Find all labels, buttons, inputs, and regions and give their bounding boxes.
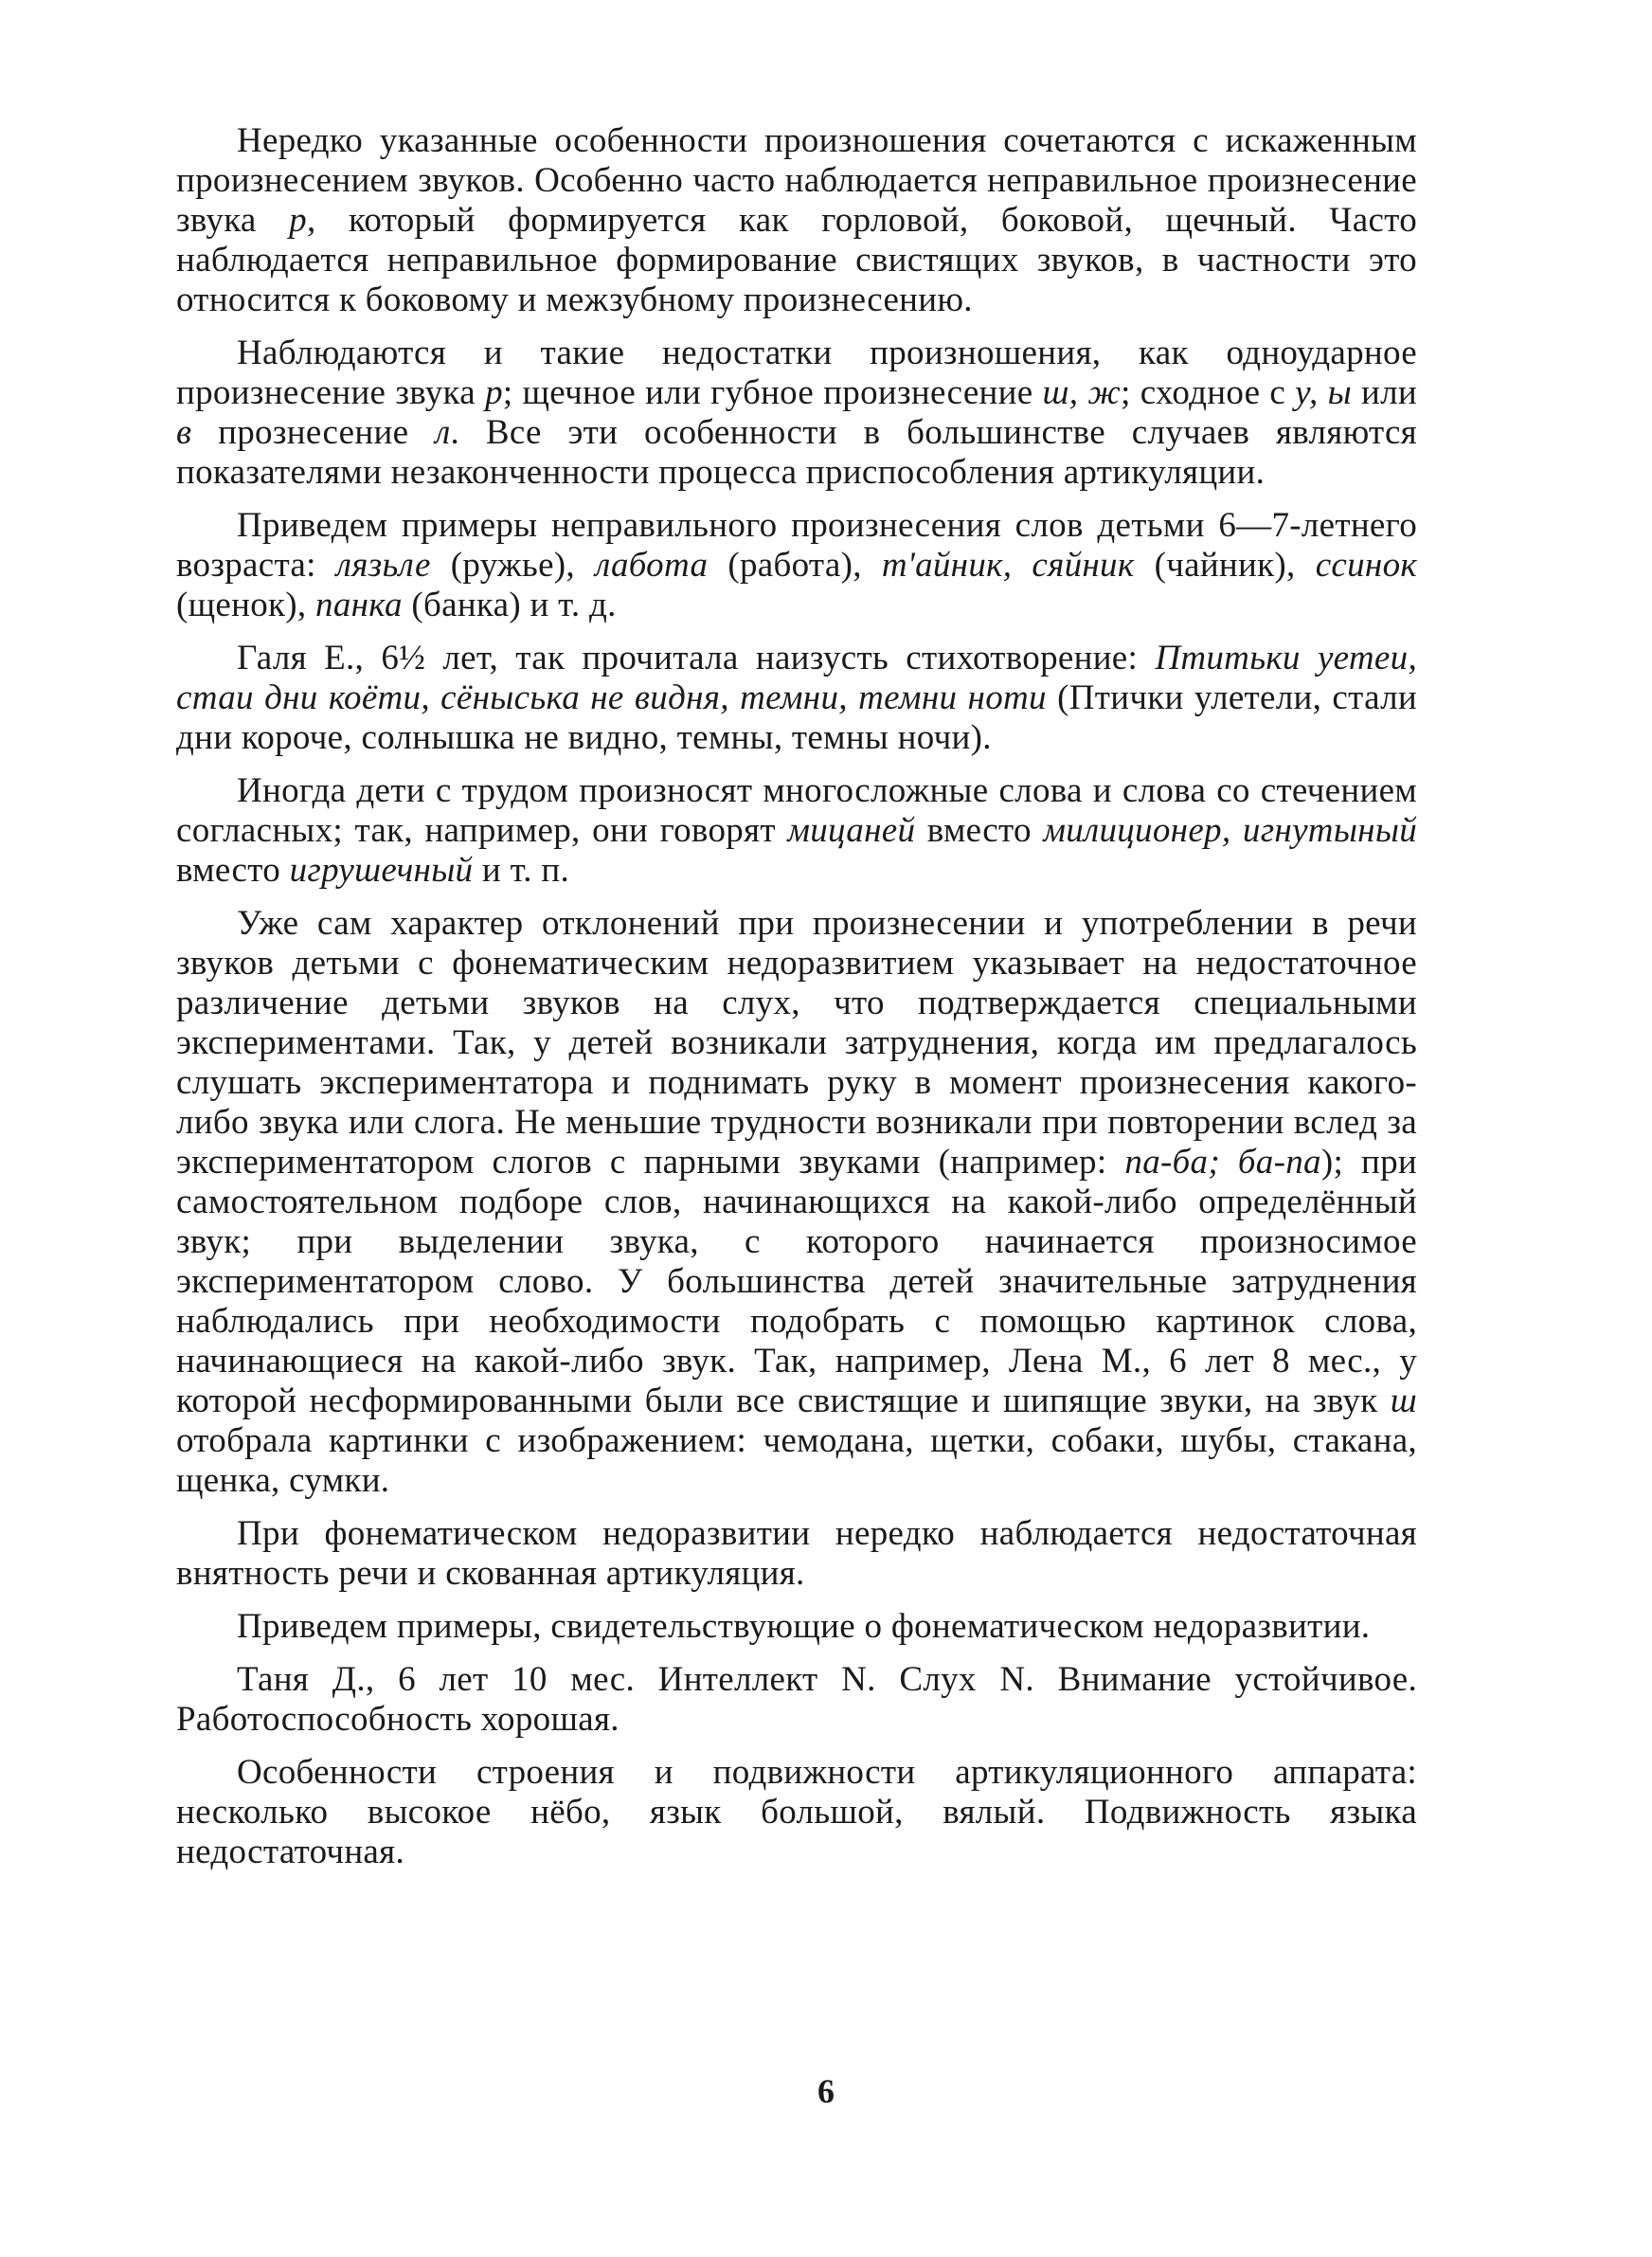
italic-text: Птитьки уетеи, стаи дни коёти, сёныська не видня, темни, темни ноти	[176, 639, 1417, 717]
text-run: , который формируется как горловой, боковой, щечный. Часто наблюдается неправильное формирование свистящих звуков, в частности это относится к боковому и межзубному произнесению.	[176, 201, 1417, 319]
italic-text: панка	[315, 586, 403, 624]
text-run: . Все эти особенности в большинстве случаев являются показателями незаконченности процесса приспособления артикуляции.	[176, 413, 1417, 492]
italic-text: мицаней	[787, 811, 916, 850]
text-run: (ружье),	[430, 546, 596, 585]
body-text	[176, 121, 1417, 1886]
text-run: Наблюдаются и такие недостатки произношения, как одноударное произнесение звука	[176, 334, 1417, 412]
text-run: Нередко указанные особенности произношения сочетаются с искаженным произнесением звуков. Особенно часто наблюдается неправильное произнесение звука	[176, 121, 1417, 240]
italic-text: игрушечный	[289, 851, 474, 890]
text-run: Галя Е., 6½ лет, так прочитала наизусть стихотворение:	[237, 639, 1156, 677]
paragraph	[176, 334, 1417, 493]
italic-text: лязьле	[335, 546, 431, 585]
italic-text: в	[176, 413, 192, 452]
text-run: ); при самостоятельном подборе слов, начинающихся на какой-либо определённый звук; при выделении звука, с которого начинается произносимое экспериментатором слово. У большинства детей значительные затруднения наблюдались при необходимости подобрать с помощью картинок слова, начинающиеся на какой-либо звук. Так, например, Лена М., 6 лет 8 мес., у которой несформированными были все свистящие и шипящие звуки, на звук	[176, 1143, 1417, 1420]
text-run: вместо	[915, 811, 1044, 850]
paragraph	[176, 121, 1417, 320]
text-run: ; сходное с	[1121, 373, 1296, 412]
text-run: Уже сам характер отклонений при произнесении и употреблении в речи звуков детьми с фонематическим недоразвитием указывает на недостаточное различение детьми звуков на слух, что подтверждается специальными экспериментами. Так, у детей возникали затруднения, когда им предлагалось слушать экспериментатора и поднимать руку в момент произнесения какого-либо звука или слога. Не меньшие трудности возникали при повторении вслед за экспериментатором слогов с парными звуками (например:	[176, 904, 1417, 1182]
text-run: (работа),	[708, 546, 882, 585]
text-run: (щенок),	[176, 586, 316, 624]
text-run: (чайник),	[1134, 546, 1316, 585]
italic-text: ссинок	[1315, 546, 1417, 585]
text-run: прознесение	[191, 413, 436, 452]
text-run: (Птички улетели, стали дни короче, солнышка не видно, темны, темны ночи).	[176, 678, 1417, 757]
italic-text: р	[289, 201, 307, 240]
italic-text: милиционер, игнутыный	[1043, 811, 1417, 850]
paragraph	[176, 904, 1417, 1501]
paragraph	[176, 1607, 1417, 1647]
paragraph	[176, 506, 1417, 625]
paragraph	[176, 771, 1417, 891]
italic-text: лабота	[595, 546, 709, 585]
page-number: 6	[817, 2072, 835, 2110]
italic-text: у, ы	[1295, 373, 1352, 412]
text-run: Особенности строения и подвижности артикуляционного аппарата: несколько высокое нёбо, язык большой, вялый. Подвижность языка недостаточная.	[176, 1753, 1417, 1871]
text-run: вместо	[176, 851, 290, 890]
text-run: или	[1351, 373, 1418, 412]
italic-text: па-ба; ба-па	[1124, 1143, 1321, 1182]
paragraph	[176, 1514, 1417, 1594]
text-run: (банка) и т. д.	[402, 586, 617, 624]
italic-text: т'айник, сяйник	[881, 546, 1135, 585]
italic-text: ш, ж	[1042, 373, 1122, 412]
text-run: При фонематическом недоразвитии нередко наблюдается недостаточная внятность речи и скованная артикуляция.	[176, 1514, 1417, 1593]
text-run: Иногда дети с трудом произносят многосложные слова и слова со стечением согласных; так, например, они говорят	[176, 771, 1417, 850]
text-run: Таня Д., 6 лет 10 мес. Интеллект N. Слух N. Внимание устойчивое. Работоспособность хорошая.	[176, 1660, 1417, 1739]
paragraph	[176, 1753, 1417, 1872]
paragraph	[176, 1660, 1417, 1740]
text-run: ; щечное или губное произнесение	[502, 373, 1043, 412]
text-run: Приведем примеры, свидетельствующие о фонематическом недоразвитии.	[237, 1607, 1371, 1646]
text-run: Приведем примеры неправильного произнесения слов детьми 6—7-летнего возраста:	[176, 506, 1417, 585]
paragraph	[176, 639, 1417, 758]
italic-text: р	[485, 373, 503, 412]
text-run: отобрала картинки с изображением: чемодана, щетки, собаки, шубы, стакана, щенка, сумки.	[176, 1421, 1417, 1500]
italic-text: л	[435, 413, 451, 452]
italic-text: ш	[1390, 1381, 1417, 1420]
text-run: и т. п.	[473, 851, 570, 890]
